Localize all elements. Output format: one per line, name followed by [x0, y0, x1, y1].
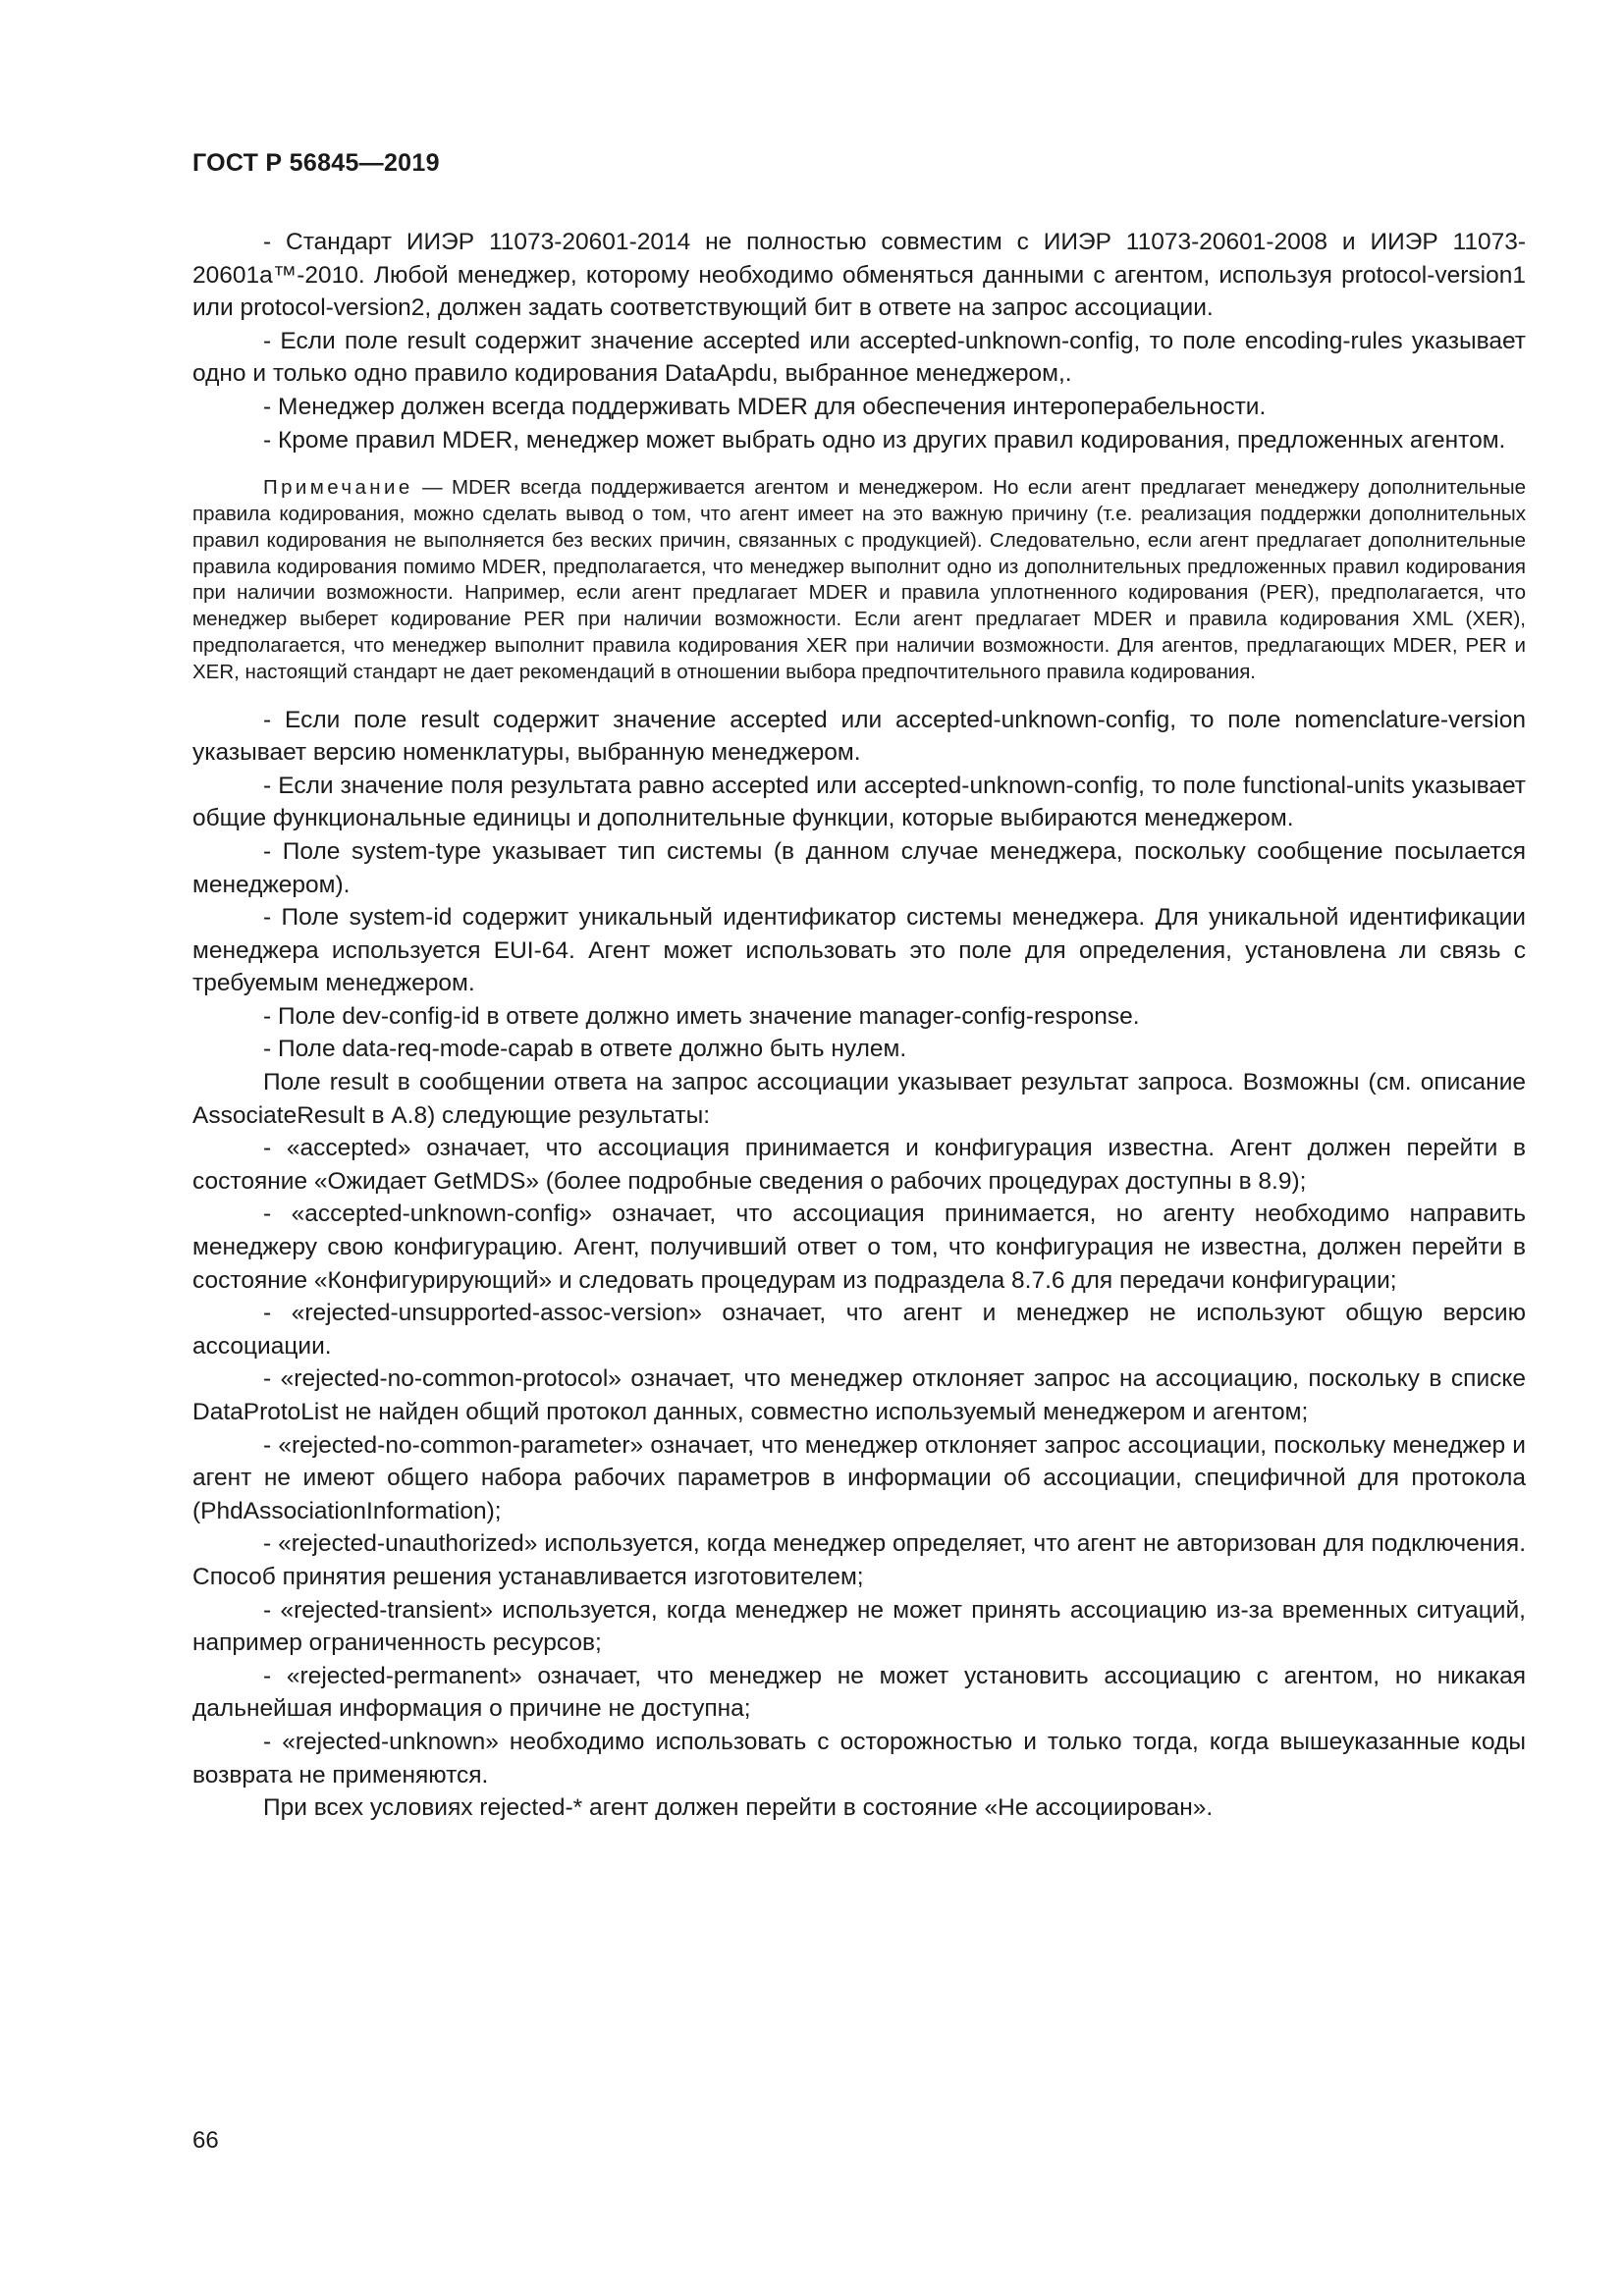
paragraph-result-field: Поле result в сообщении ответа на запрос ассоциации указывает результат запроса. Возможны (см. описание AssociateResult в А.8) следующие результаты: — [192, 1069, 1526, 1129]
paragraph-rejected-unauthorized: - «rejected-unauthorized» используется, когда менеджер определяет, что агент не авторизован для подключения. Способ принятия решения устанавливается изготовителем; — [192, 1530, 1526, 1590]
paragraph-rejected-unsupported-version: - «rejected-unsupported-assoc-version» означает, что агент и менеджер не используют общую версию ассоциации. — [192, 1300, 1526, 1360]
paragraph-dev-config-id: - Поле dev-config-id в ответе должно иметь значение manager-config-response. — [263, 1002, 1140, 1030]
paragraph-system-id: - Поле system-id содержит уникальный идентификатор системы менеджера. Для уникальной идентификации менеджера используется EUI-64. Агент может использовать это поле для определения, установлена ли связь с требуемым менеджером. — [192, 904, 1526, 997]
paragraph-rejected-no-common-protocol: - «rejected-no-common-protocol» означает, что менеджер отклоняет запрос на ассоциацию, поскольку в списке DataProtoList не найден общий протокол данных, совместно используемый менеджером и агентом; — [192, 1365, 1526, 1425]
paragraph-functional-units: - Если значение поля результата равно accepted или accepted-unknown-config, то поле functional-units указывает общие функциональные единицы и дополнительные функции, которые выбираются менеджером. — [192, 772, 1526, 832]
note-label: Примечание — [263, 476, 413, 500]
document-body — [192, 226, 1526, 1825]
paragraph-standard-compat: - Стандарт ИИЭР 11073-20601-2014 не полностью совместим с ИИЭР 11073-20601-2008 и ИИЭР 11073-20601a™-2010. Любой менеджер, которому необходимо обменяться данными с агентом, используя protocol-version1 или protocol-version2, должен задать соответствующий бит в ответе на запрос ассоциации. — [192, 229, 1526, 322]
paragraph-system-type: - Поле system-type указывает тип системы (в данном случае менеджера, поскольку сообщение посылается менеджером). — [192, 837, 1526, 898]
paragraph-other-rules: - Кроме правил MDER, менеджер может выбрать одно из других правил кодирования, предложенных агентом. — [263, 426, 1506, 454]
paragraph-rejected-all-conditions: При всех условиях rejected-* агент должен перейти в состояние «Не ассоциирован». — [263, 1794, 1214, 1822]
page-number: 66 — [192, 2127, 219, 2154]
paragraph-nomenclature-version: - Если поле result содержит значение accepted или accepted-unknown-config, то поле nomenclature-version указывает версию номенклатуры, выбранную менеджером. — [192, 706, 1526, 767]
paragraph-data-req-mode: - Поле data-req-mode-capab в ответе должно быть нулем. — [263, 1036, 907, 1063]
paragraph-rejected-permanent: - «rejected-permanent» означает, что менеджер не может установить ассоциацию с агентом, но никакая дальнейшая информация о причине не доступна; — [192, 1662, 1526, 1723]
paragraph-rejected-transient: - «rejected-transient» используется, когда менеджер не может принять ассоциацию из-за временных ситуаций, например ограниченность ресурсов; — [192, 1596, 1526, 1657]
paragraph-rejected-no-common-parameter: - «rejected-no-common-parameter» означает, что менеджер отклоняет запрос ассоциации, поскольку менеджер и агент не имеют общего набора рабочих параметров в информации об ассоциации, специфичной для протокола (PhdAssociationInformation); — [192, 1431, 1526, 1524]
paragraph-rejected-unknown: - «rejected-unknown» необходимо использовать с осторожностью и только тогда, когда вышеуказанные коды возврата не применяются. — [192, 1728, 1526, 1789]
paragraph-mder-support: - Менеджер должен всегда поддерживать MDER для обеспечения интероперабельности. — [263, 393, 1267, 420]
paragraph-encoding-rules: - Если поле result содержит значение accepted или accepted-unknown-config, то поле encoding-rules указывает одно и только одно правило кодирования DataApdu, выбранное менеджером,. — [192, 327, 1526, 388]
note-paragraph — [192, 475, 1526, 685]
document-code-header: ГОСТ Р 56845—2019 — [192, 149, 440, 177]
paragraph-accepted: - «accepted» означает, что ассоциация принимается и конфигурация известна. Агент должен перейти в состояние «Ожидает GetMDS» (более подробные сведения о рабочих процедурах доступны в 8.9); — [192, 1135, 1526, 1195]
paragraph-accepted-unknown-config: - «accepted-unknown-config» означает, что ассоциация принимается, но агенту необходимо направить менеджеру свою конфигурацию. Агент, получивший ответ о том, что конфигурация не известна, должен перейти в состояние «Конфигурирующий» и следовать процедурам из подраздела 8.7.6 для передачи конфигурации; — [192, 1201, 1526, 1294]
note-text: — MDER всегда поддерживается агентом и менеджером. Но если агент предлагает менеджеру дополнительные правила кодирования, можно сделать вывод о том, что агент имеет на это важную причину (т.е. реализация поддержки дополнительных правил кодирования не выполняется без веских причин, связанных с продукцией). Следовательно, если агент предлагает дополнительные правила кодирования помимо MDER, предполагается, что менеджер выполнит одно из дополнительных предложенных правил кодирования при наличии возможности. Например, если агент предлагает MDER и правила уплотненного кодирования (PER), предполагается, что менеджер выберет кодирование PER при наличии возможности. Если агент предлагает MDER и правила кодирования XML (XER), предполагается, что менеджер выполнит правила кодирования XER при наличии возможности. Для агентов, предлагающих MDER, PER и XER, настоящий стандарт не дает рекомендаций в отношении выбора предпочтительного правила кодирования. — [192, 476, 1526, 683]
